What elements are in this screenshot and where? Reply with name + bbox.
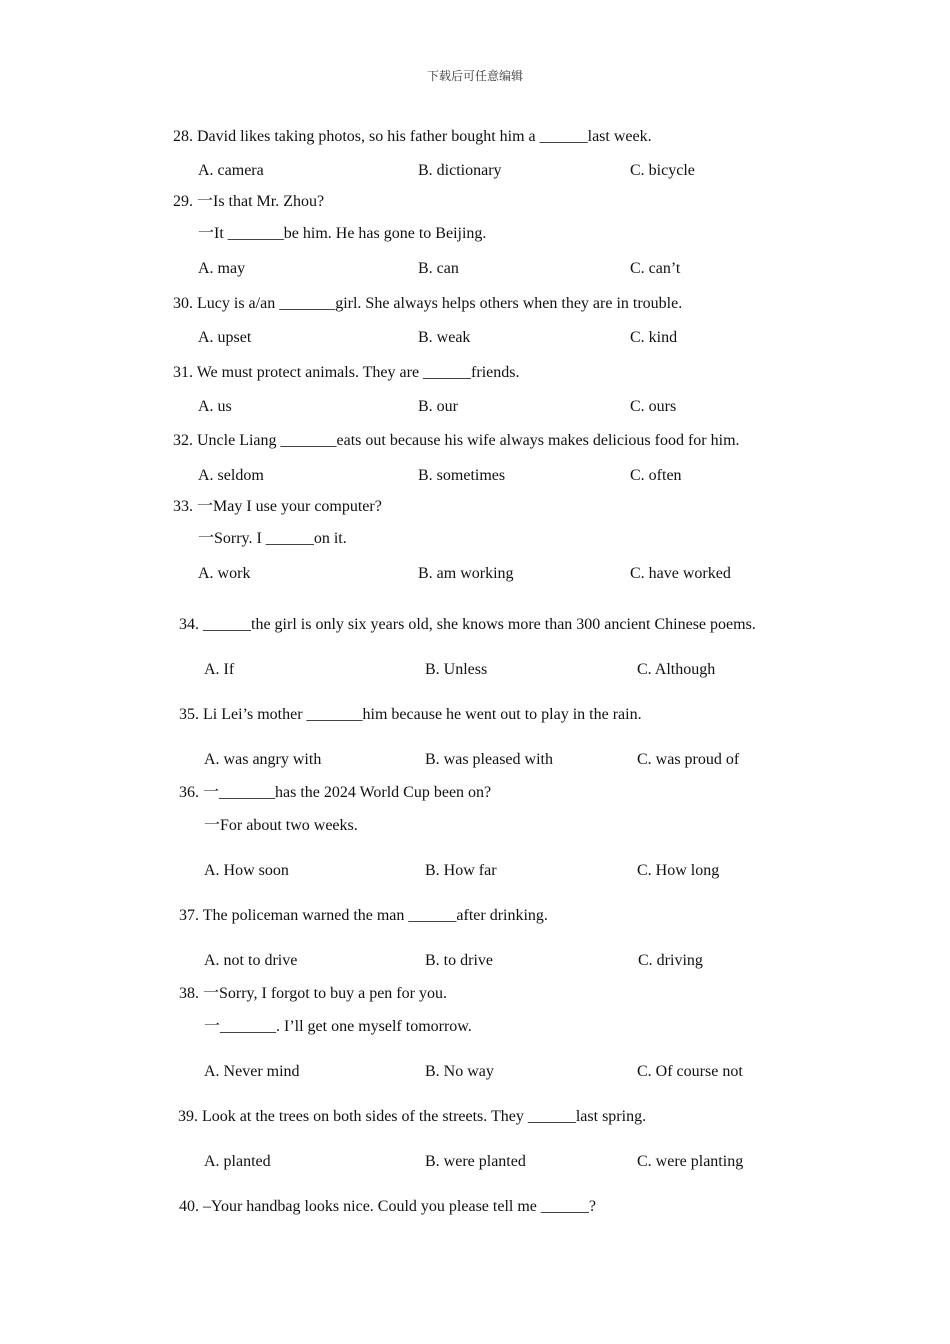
question-34-stem: 34. ______the girl is only six years old, she knows more than 300 ancient Chinese poems.: [179, 616, 756, 633]
question-36-stem-line-1: 36. 一_______has the 2024 World Cup been on?: [179, 784, 492, 801]
question-35-stem: 35. Li Lei’s mother _______him because he went out to play in the rain.: [179, 706, 642, 723]
question-29-option-a: A. may: [198, 260, 246, 277]
question-37-option-b: B. to drive: [425, 952, 493, 969]
question-36-option-c: C. How long: [637, 862, 720, 879]
question-36-stem-line-2: 一For about two weeks.: [204, 817, 358, 834]
question-37-stem: 37. The policeman warned the man ______after drinking.: [179, 907, 548, 924]
question-29-stem-line-2: 一It _______be him. He has gone to Beijing.: [198, 225, 487, 242]
question-32-option-b: B. sometimes: [418, 467, 506, 484]
page-header: 下载后可任意编辑: [426, 69, 523, 83]
question-28-option-c: C. bicycle: [630, 162, 695, 179]
question-30-stem: 30. Lucy is a/an _______girl. She always helps others when they are in trouble.: [173, 295, 683, 312]
question-34-option-c: C. Although: [637, 661, 716, 678]
question-35-option-a: A. was angry with: [204, 751, 322, 768]
question-31-option-b: B. our: [418, 398, 458, 415]
question-39-option-c: C. were planting: [637, 1153, 744, 1170]
question-28-option-a: A. camera: [198, 162, 264, 179]
question-33-stem-line-1: 33. 一May I use your computer?: [173, 498, 382, 515]
question-35-option-b: B. was pleased with: [425, 751, 553, 768]
question-36-option-b: B. How far: [425, 862, 497, 879]
question-28-option-b: B. dictionary: [418, 162, 502, 179]
question-29-option-c: C. can’t: [630, 260, 681, 277]
question-39-option-a: A. planted: [204, 1153, 271, 1170]
question-31-stem: 31. We must protect animals. They are ______friends.: [173, 364, 520, 381]
question-40-stem: 40. –Your handbag looks nice. Could you please tell me ______?: [179, 1198, 596, 1215]
question-33-option-c: C. have worked: [630, 565, 731, 582]
question-28-stem: 28. David likes taking photos, so his father bought him a ______last week.: [173, 128, 652, 145]
question-30-option-c: C. kind: [630, 329, 678, 346]
question-32-stem: 32. Uncle Liang _______eats out because his wife always makes delicious food for him.: [173, 432, 740, 449]
question-35-option-c: C. was proud of: [637, 751, 740, 768]
question-37-option-c: C. driving: [638, 952, 703, 969]
question-38-option-c: C. Of course not: [637, 1063, 743, 1080]
question-30-option-a: A. upset: [198, 329, 252, 346]
question-33-stem-line-2: 一Sorry. I ______on it.: [198, 530, 347, 547]
question-38-stem-line-1: 38. 一Sorry, I forgot to buy a pen for you.: [179, 985, 447, 1002]
question-34-option-a: A. If: [204, 661, 235, 678]
question-30-option-b: B. weak: [418, 329, 471, 346]
question-38-option-b: B. No way: [425, 1063, 494, 1080]
question-38-stem-line-2: 一_______. I’ll get one myself tomorrow.: [204, 1018, 472, 1035]
question-34-option-b: B. Unless: [425, 661, 488, 678]
question-31-option-a: A. us: [198, 398, 232, 415]
question-37-option-a: A. not to drive: [204, 952, 298, 969]
question-33-option-b: B. am working: [418, 565, 514, 582]
question-38-option-a: A. Never mind: [204, 1063, 300, 1080]
question-39-stem: 39. Look at the trees on both sides of the streets. They ______last spring.: [178, 1108, 647, 1125]
question-29-option-b: B. can: [418, 260, 459, 277]
question-29-stem-line-1: 29. 一Is that Mr. Zhou?: [173, 193, 325, 210]
question-32-option-a: A. seldom: [198, 467, 264, 484]
question-32-option-c: C. often: [630, 467, 682, 484]
question-39-option-b: B. were planted: [425, 1153, 526, 1170]
question-31-option-c: C. ours: [630, 398, 677, 415]
question-36-option-a: A. How soon: [204, 862, 289, 879]
question-33-option-a: A. work: [198, 565, 251, 582]
